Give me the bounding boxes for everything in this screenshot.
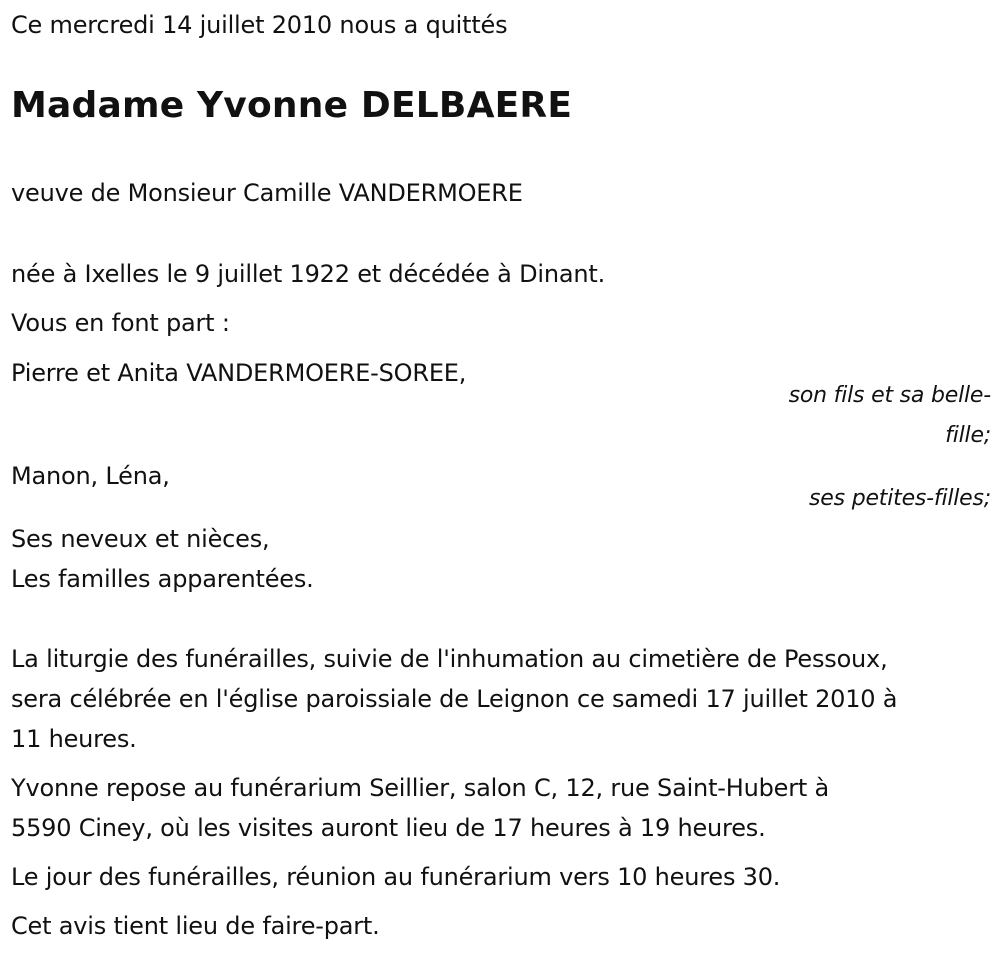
intro-line: Ce mercredi 14 juillet 2010 nous a quittés bbox=[11, 11, 508, 39]
ceremony-line-3: 11 heures. bbox=[11, 725, 137, 753]
birth-death-line: née à Ixelles le 9 juillet 1922 et décédée à Dinant. bbox=[11, 260, 606, 288]
deceased-name: Madame Yvonne DELBAERE bbox=[11, 85, 573, 126]
ceremony-line-1: La liturgie des funérailles, suivie de l'inhumation au cimetière de Pessoux, bbox=[11, 645, 888, 673]
closing-line: Cet avis tient lieu de faire-part. bbox=[11, 912, 380, 940]
widow-of-line: veuve de Monsieur Camille VANDERMOERE bbox=[11, 179, 523, 207]
family-relation-son-1: son fils et sa belle- bbox=[788, 383, 991, 408]
visitation-line-2: 5590 Ciney, où les visites auront lieu de 17 heures à 19 heures. bbox=[11, 814, 766, 842]
visitation-line-1: Yvonne repose au funérarium Seillier, salon C, 12, rue Saint-Hubert à bbox=[11, 774, 830, 802]
others-families: Les familles apparentées. bbox=[11, 565, 314, 593]
family-names-son: Pierre et Anita VANDERMOERE-SOREE, bbox=[11, 359, 467, 387]
family-names-granddaughters: Manon, Léna, bbox=[11, 462, 170, 490]
announce-line: Vous en font part : bbox=[11, 309, 230, 337]
ceremony-line-2: sera célébrée en l'église paroissiale de Leignon ce samedi 17 juillet 2010 à bbox=[11, 685, 898, 713]
others-nephews: Ses neveux et nièces, bbox=[11, 525, 270, 553]
meeting-line: Le jour des funérailles, réunion au funérarium vers 10 heures 30. bbox=[11, 863, 781, 891]
family-relation-granddaughters: ses petites-filles; bbox=[809, 486, 991, 511]
family-relation-son-2: fille; bbox=[945, 423, 991, 448]
